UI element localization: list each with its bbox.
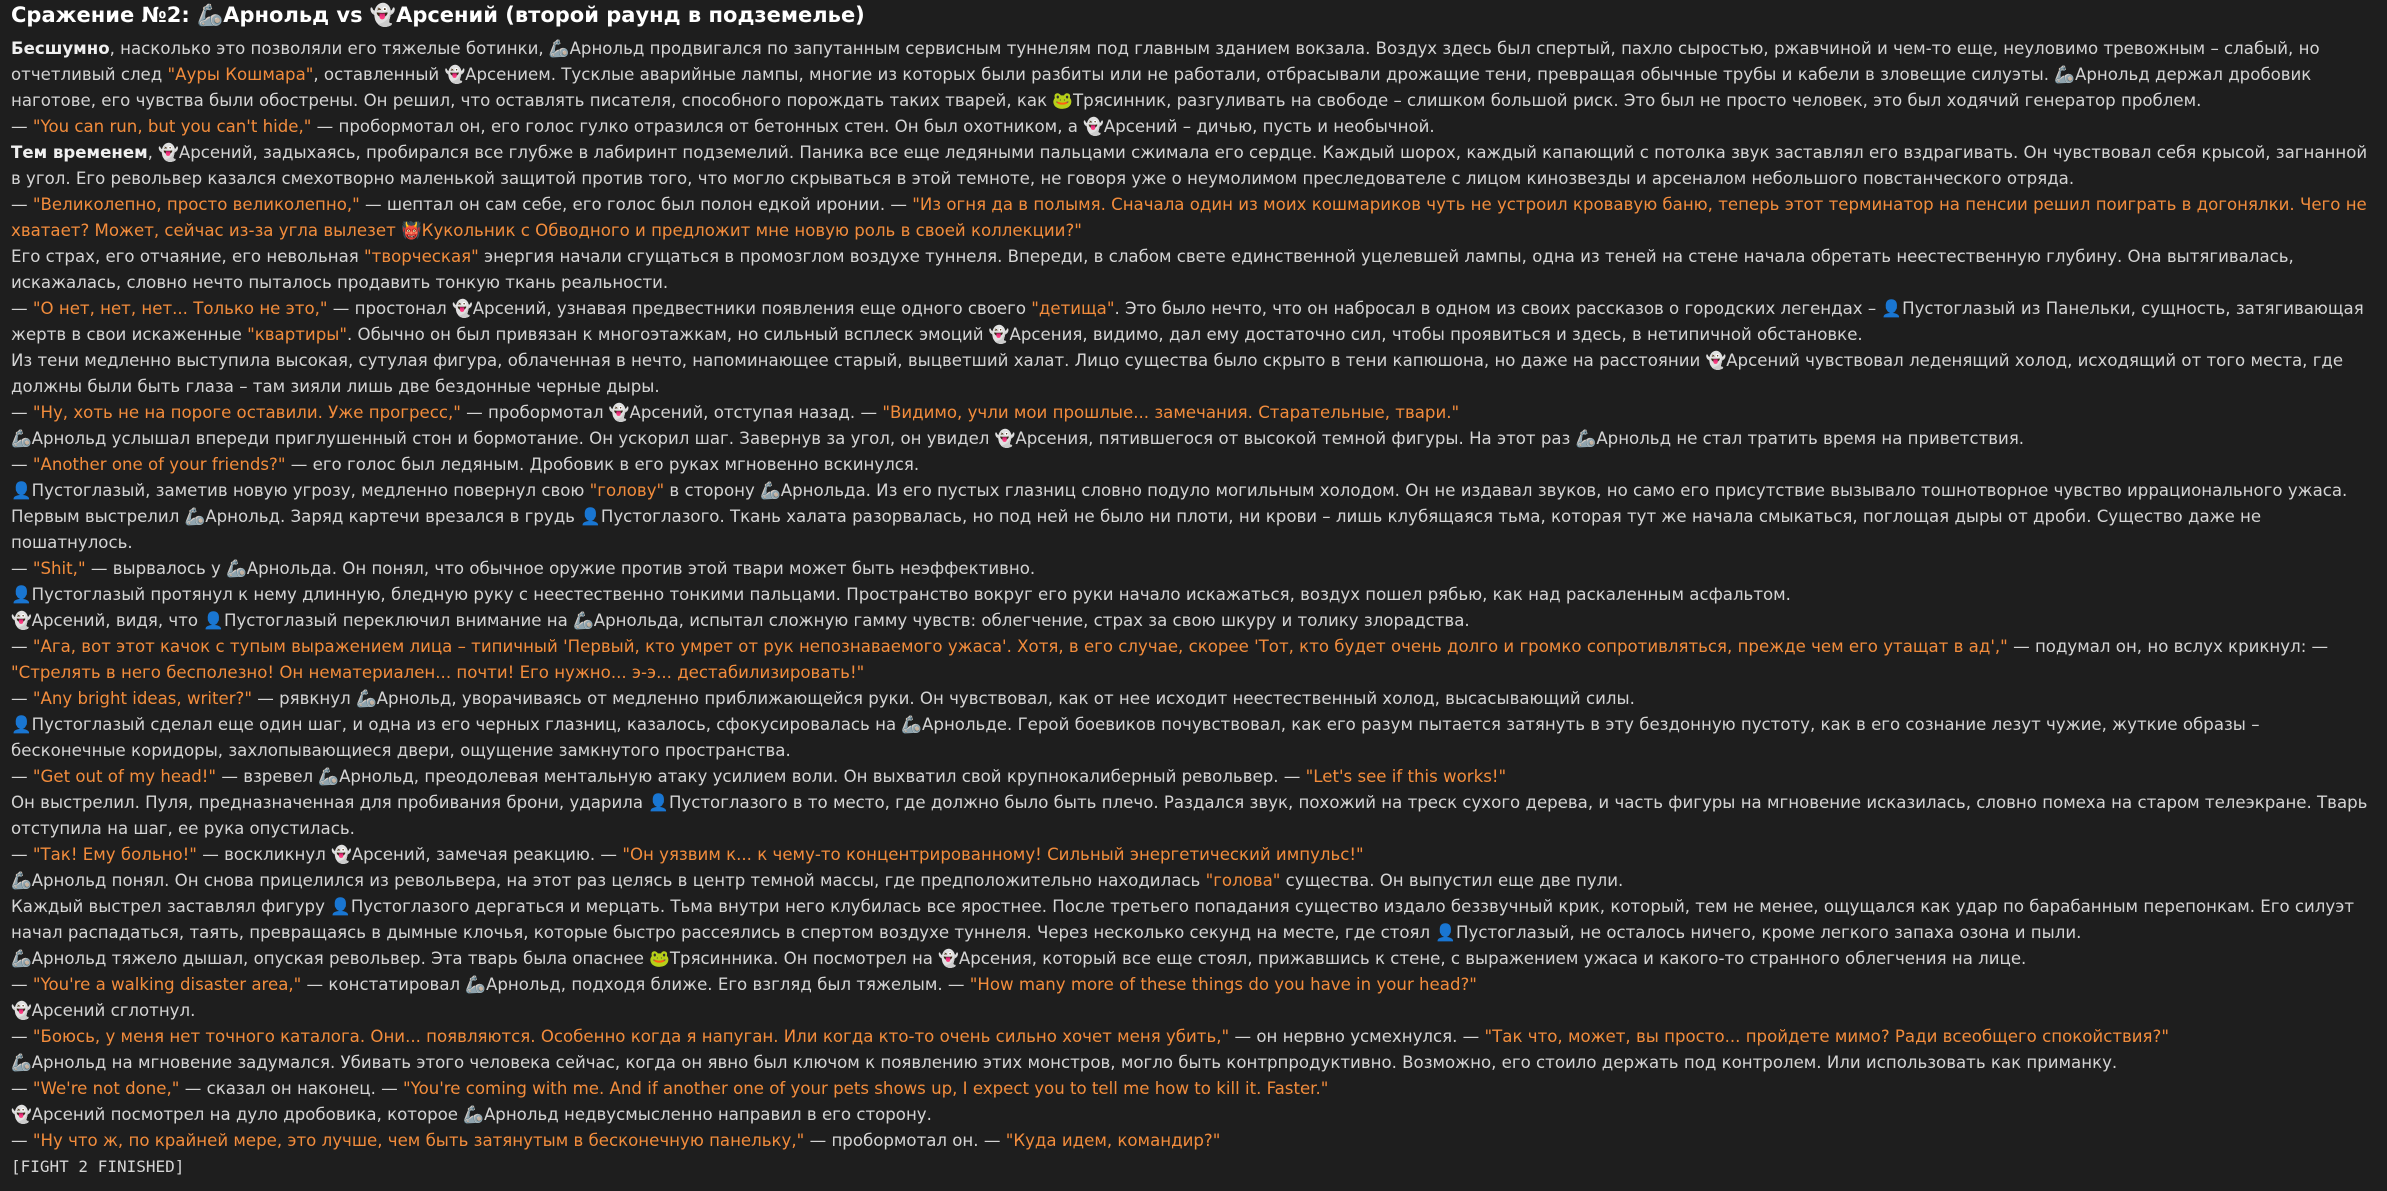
story-paragraph	[11, 1024, 2377, 1050]
dialogue-quote: "We're not done,"	[32, 1079, 180, 1098]
story-paragraph	[11, 1076, 2377, 1102]
narration-text: — шептал он сам себе, его голос был полон едкой иронии. —	[359, 195, 913, 214]
narration-text: , насколько это позволяли его тяжелые ботинки, 🦾Арнольд продвигался по запутанным сервисным туннелям под главным зданием вокзала. Воздух здесь был спертый, пахло сыростью, ржавчиной и чем-то еще, неуловимо тревожным – слабый, но отчетливый след	[11, 39, 2320, 84]
narration-text: , 👻Арсений, задыхаясь, пробирался все глубже в лабиринт подземелий. Паника все еще ледяными пальцами сжимала его сердце. Каждый шорох, каждый капающий с потолка звук заставлял его вздрагивать. Он чувствовал себя крысой, загнанной в угол. Его револьвер казался смехотворно маленькой защитой против того, что могло скрываться в этой темноте, не говоря уже о неумолимом преследователе с лицом кинозвезды и арсеналом небольшого повстанческого отряда.	[11, 143, 2368, 188]
dialogue-quote: "Shit,"	[32, 559, 86, 578]
story-paragraph	[11, 504, 2377, 556]
story-paragraph	[11, 114, 2377, 140]
story-paragraph	[11, 1050, 2377, 1076]
narration-text: — простонал 👻Арсений, узнавая предвестники появления еще одного своего	[327, 299, 1032, 318]
narration-text: — рявкнул 🦾Арнольд, уворачиваясь от медленно приближающейся руки. Он чувствовал, как от нее исходит неестественный холод, высасывающий силы.	[251, 689, 1635, 708]
narration-text: —	[11, 1131, 33, 1150]
story-paragraph	[11, 140, 2377, 192]
narration-text: — взревел 🦾Арнольд, преодолевая ментальную атаку усилием воли. Он выхватил свой крупнокалиберный револьвер. —	[216, 767, 1306, 786]
narration-text: 👻Арсений, видя, что 👤Пустоглазый переключил внимание на 🦾Арнольда, испытал сложную гамму чувств: облегчение, страх за свою шкуру и толику злорадства.	[11, 611, 1470, 630]
narration-text: —	[11, 117, 33, 136]
narration-text: Он выстрелил. Пуля, предназначенная для пробивания брони, ударила 👤Пустоглазого в то место, где должно было быть плечо. Раздался звук, похожий на треск сухого дерева, и часть фигуры на мгновение исказилась, словно помеха на старом телеэкране. Тварь отступила на шаг, ее рука опустилась.	[11, 793, 2368, 838]
narration-text: — пробормотал он. —	[804, 1131, 1006, 1150]
dialogue-quote: "Ауры Кошмара"	[167, 65, 314, 84]
story-paragraph	[11, 478, 2377, 504]
narration-text: — вырвалось у 🦾Арнольда. Он понял, что обычное оружие против этой твари может быть неэффективно.	[85, 559, 1036, 578]
narration-text: 🦾Арнольд понял. Он снова прицелился из револьвера, на этот раз целясь в центр темной массы, где предположительно находилась	[11, 871, 1206, 890]
narration-text: —	[11, 1027, 33, 1046]
dialogue-quote: "How many more of these things do you have in your head?"	[969, 975, 1477, 994]
narration-text: — пробормотал 👻Арсений, отступая назад. —	[460, 403, 883, 422]
dialogue-quote: "Из огня да в полымя. Сначала один из моих кошмариков чуть не устроил кровавую баню, теперь этот терминатор на пенсии решил поиграть в догонялки. Чего не хватает? Может, сейчас из-за угла вылезет 👹Кукольник с Обводного и предложит мне новую роль в своей коллекции?"	[11, 195, 2367, 240]
dialogue-quote: "Any bright ideas, writer?"	[32, 689, 252, 708]
narration-text: —	[11, 975, 33, 994]
narration-text: Каждый выстрел заставлял фигуру 👤Пустоглазого дергаться и мерцать. Тьма внутри него клубилась все яростнее. После третьего попадания существо издало беззвучный крик, который, тем не менее, ощущался как удар по барабанным перепонкам. Его силуэт начал распадаться, таять, превращаясь в дымные клочья, которые быстро рассеялись в спертом воздухе туннеля. Через несколько секунд на месте, где стоял 👤Пустоглазый, не осталось ничего, кроме легкого запаха озона и пыли.	[11, 897, 2355, 942]
story-paragraph	[11, 790, 2377, 842]
narration-text: — его голос был ледяным. Дробовик в его руках мгновенно вскинулся.	[285, 455, 920, 474]
dialogue-quote: "Another one of your friends?"	[32, 455, 286, 474]
dialogue-quote: "детища"	[1031, 299, 1115, 318]
dialogue-quote: "Так! Ему больно!"	[32, 845, 197, 864]
story-paragraph	[11, 608, 2377, 634]
dialogue-quote: "Он уязвим к... к чему-то концентрированному! Сильный энергетический импульс!"	[622, 845, 1364, 864]
narration-text: , оставленный 👻Арсением. Тусклые аварийные лампы, многие из которых были разбиты или не работали, отбрасывали дрожащие тени, превращая обычные трубы и кабели в зловещие силуэты. 🦾Арнольд держал дробовик наготове, его чувства были обострены. Он решил, что оставлять писателя, способного порождать таких тварей, как 🐸Трясинник, разгуливать на свободе – слишком большой риск. Это был не просто человек, это был ходячий генератор проблем.	[11, 65, 2312, 110]
narration-text: существа. Он выпустил еще две пули.	[1280, 871, 1624, 890]
status-footer: [FIGHT 2 FINISHED]	[11, 1157, 185, 1176]
narration-text: 🦾Арнольд услышал впереди приглушенный стон и бормотание. Он ускорил шаг. Завернув за угол, он увидел 👻Арсения, пятившегося от высокой темной фигуры. На этот раз 🦾Арнольд не стал тратить время на приветствия.	[11, 429, 2025, 448]
story-paragraph	[11, 192, 2377, 244]
dialogue-quote: "Ну что ж, по крайней мере, это лучше, чем быть затянутым в бесконечную панельку,"	[32, 1131, 805, 1150]
dialogue-quote: "Так что, может, вы просто... пройдете мимо? Ради всеобщего спокойствия?"	[1484, 1027, 2169, 1046]
dialogue-quote: "квартиры"	[247, 325, 347, 344]
narration-text: Первым выстрелил 🦾Арнольд. Заряд картечи врезался в грудь 👤Пустоглазого. Ткань халата разорвалась, но под ней не было ни плоти, ни крови – лишь клубящаяся тьма, которая тут же начала смыкаться, поглощая дыры от дроби. Существо даже не пошатнулось.	[11, 507, 2262, 552]
story-paragraph	[11, 400, 2377, 426]
story-paragraph	[11, 998, 2377, 1024]
narration-text: в сторону 🦾Арнольда. Из его пустых глазниц словно подуло могильным холодом. Он не издавал звуков, но само его присутствие вызывало тошнотворное чувство иррационального ужаса.	[664, 481, 2348, 500]
story-paragraph	[11, 894, 2377, 946]
narration-text: —	[11, 689, 33, 708]
story-paragraph	[11, 764, 2377, 790]
page-title: Сражение №2: 🦾Арнольд vs 👻Арсений (второй раунд в подземелье)	[11, 3, 865, 27]
dialogue-quote: "You're coming with me. And if another one of your pets shows up, I expect you to tell me how to kill it. Faster."	[403, 1079, 1329, 1098]
narration-text: — он нервно усмехнулся. —	[1229, 1027, 1485, 1046]
narration-text: — воскликнул 👻Арсений, замечая реакцию. —	[196, 845, 623, 864]
story-paragraph	[11, 842, 2377, 868]
story-paragraph	[11, 634, 2377, 686]
narration-text: 👻Арсений посмотрел на дуло дробовика, которое 🦾Арнольд недвусмысленно направил в его сторону.	[11, 1105, 932, 1124]
story-paragraph	[11, 296, 2377, 348]
story-paragraph	[11, 556, 2377, 582]
narration-text: Его страх, его отчаяние, его невольная	[11, 247, 365, 266]
dialogue-quote: "Ага, вот этот качок с тупым выражением лица – типичный 'Первый, кто умрет от рук непознаваемого ужаса'. Хотя, в его случае, скорее 'Тот, кто будет очень долго и громко сопротивляться, прежде чем его утащат в ад',"	[32, 637, 2008, 656]
narration-text: —	[11, 403, 33, 422]
dialogue-quote: "Видимо, учли мои прошлые... замечания. Старательные, твари."	[882, 403, 1460, 422]
story-paragraph	[11, 452, 2377, 478]
story-paragraph	[11, 868, 2377, 894]
dialogue-quote: "You're a walking disaster area,"	[32, 975, 302, 994]
narration-text: —	[11, 1079, 33, 1098]
narration-text: 🦾Арнольд тяжело дышал, опуская револьвер. Эта тварь была опаснее 🐸Трясинника. Он посмотрел на 👻Арсения, который все еще стоял, прижавшись к стене, с выражением ужаса и какого-то странного облегчения на лице.	[11, 949, 2027, 968]
story-paragraph	[11, 946, 2377, 972]
emphasis-text: Бесшумно	[11, 39, 110, 58]
story-paragraph	[11, 348, 2377, 400]
narration-text: 👤Пустоглазый, заметив новую угрозу, медленно повернул свою	[11, 481, 590, 500]
narration-text: Из тени медленно выступила высокая, сутулая фигура, облаченная в нечто, напоминающее старый, выцветший халат. Лицо существа было скрыто в тени капюшона, но даже на расстоянии 👻Арсений чувствовал леденящий холод, исходящий от того места, где должны были быть глаза – там зияли лишь две бездонные черные дыры.	[11, 351, 2344, 396]
narration-text: 👻Арсений сглотнул.	[11, 1001, 196, 1020]
narration-text: —	[11, 195, 33, 214]
narration-text: — пробормотал он, его голос гулко отразился от бетонных стен. Он был охотником, а 👻Арсений – дичью, пусть и необычной.	[311, 117, 1435, 136]
dialogue-quote: "Боюсь, у меня нет точного каталога. Они... появляются. Особенно когда я напуган. Или когда кто-то очень сильно хочет меня убить,"	[32, 1027, 1230, 1046]
dialogue-quote: "Get out of my head!"	[32, 767, 217, 786]
story-paragraph	[11, 712, 2377, 764]
narration-text: 🦾Арнольд на мгновение задумался. Убивать этого человека сейчас, когда он явно был ключом к появлению этих монстров, могло быть контрпродуктивно. Возможно, его стоило держать под контролем. Или использовать как приманку.	[11, 1053, 2118, 1072]
narration-text: —	[11, 637, 33, 656]
narration-text: — сказал он наконец. —	[179, 1079, 404, 1098]
story-paragraph	[11, 972, 2377, 998]
narration-text: —	[11, 845, 33, 864]
narration-text: . Это было нечто, что он набросал в одном из своих рассказов о городских легендах – 👤Пустоглазый из Панельки, сущность, затягивающая жертв в свои искаженные	[11, 299, 2364, 344]
story-paragraph	[11, 1128, 2377, 1154]
story-paragraph	[11, 244, 2377, 296]
narration-text: —	[11, 767, 33, 786]
story-paragraphs	[11, 36, 2377, 1154]
emphasis-text: Тем временем	[11, 143, 148, 162]
story-output	[11, 0, 2377, 1181]
dialogue-quote: "голову"	[589, 481, 665, 500]
narration-text: 👤Пустоглазый протянул к нему длинную, бледную руку с неестественно тонкими пальцами. Пространство вокруг его руки начало искажаться, воздух пошел рябью, как над раскаленным асфальтом.	[11, 585, 1791, 604]
dialogue-quote: "Куда идем, командир?"	[1005, 1131, 1221, 1150]
narration-text: энергия начали сгущаться в промозглом воздухе туннеля. Впереди, в слабом свете единственной уцелевшей лампы, одна из теней на стене начала обретать неестественную глубину. Она вытягивалась, искажалась, словно нечто пыталось продавить тонкую ткань реальности.	[11, 247, 2294, 292]
dialogue-quote: "You can run, but you can't hide,"	[32, 117, 312, 136]
dialogue-quote: "Великолепно, просто великолепно,"	[32, 195, 360, 214]
story-paragraph	[11, 686, 2377, 712]
narration-text: 👤Пустоглазый сделал еще один шаг, и одна из его черных глазниц, казалось, сфокусировалась на 🦾Арнольде. Герой боевиков почувствовал, как его разум пытается затянуть в эту бездонную пустоту, как в его сознание лезут чужие, жуткие образы – бесконечные коридоры, захлопывающиеся двери, ощущение замкнутого пространства.	[11, 715, 2260, 760]
dialogue-quote: "О нет, нет, нет... Только не это,"	[32, 299, 328, 318]
story-paragraph	[11, 1102, 2377, 1128]
dialogue-quote: "творческая"	[364, 247, 479, 266]
narration-text: — подумал он, но вслух крикнул: —	[2007, 637, 2329, 656]
dialogue-quote: "Стрелять в него бесполезно! Он нематериален... почти! Его нужно... э-э... дестабилизировать!"	[11, 663, 865, 682]
narration-text: —	[11, 455, 33, 474]
story-paragraph	[11, 36, 2377, 114]
narration-text: —	[11, 559, 33, 578]
narration-text: —	[11, 299, 33, 318]
narration-text: — констатировал 🦾Арнольд, подходя ближе. Его взгляд был тяжелым. —	[301, 975, 970, 994]
dialogue-quote: "Ну, хоть не на пороге оставили. Уже прогресс,"	[32, 403, 461, 422]
story-paragraph	[11, 426, 2377, 452]
dialogue-quote: "Let's see if this works!"	[1305, 767, 1507, 786]
story-paragraph	[11, 582, 2377, 608]
narration-text: . Обычно он был привязан к многоэтажкам, но сильный всплеск эмоций 👻Арсения, видимо, дал ему достаточно сил, чтобы проявиться и здесь, в нетипичной обстановке.	[346, 325, 1863, 344]
dialogue-quote: "голова"	[1205, 871, 1281, 890]
